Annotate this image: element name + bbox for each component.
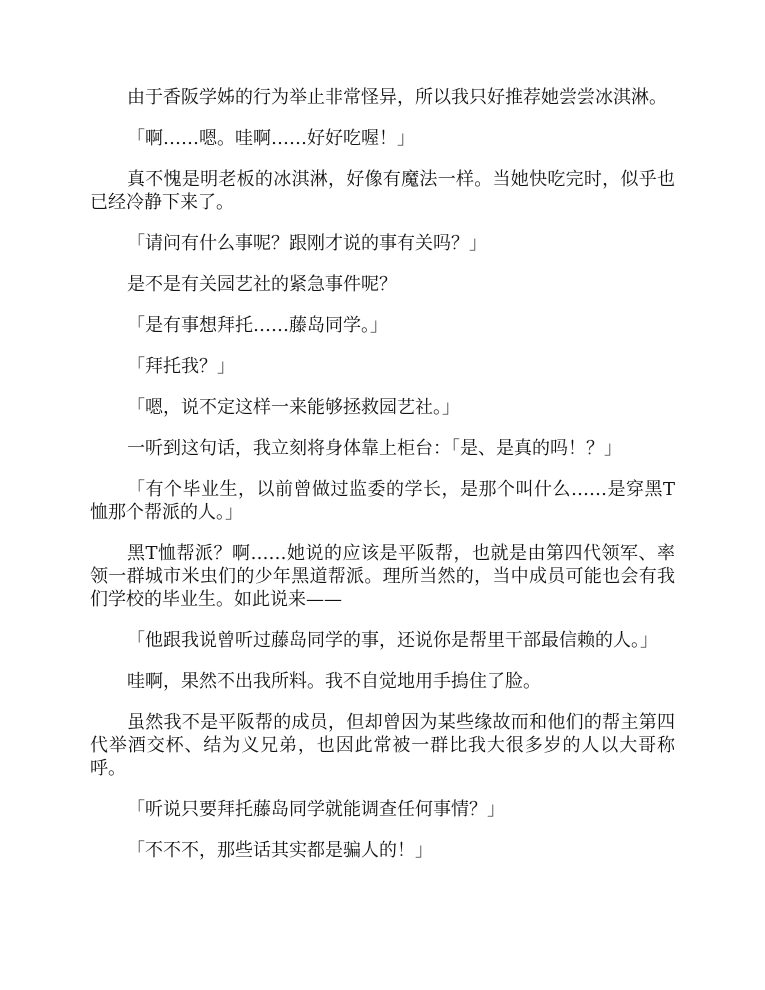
paragraph-16: 「不不不，那些话其实都是骗人的！」 [127,840,433,861]
paragraph-8: 「嗯，说不定这样一来能够拯救园艺社。」 [127,397,460,418]
paragraph-9: 一听到这句话，我立刻将身体靠上柜台：「是、是真的吗！？」 [127,438,622,459]
paragraph-10: 「有个毕业生，以前曾做过监委的学长，是那个叫什么……是穿黑T恤那个帮派的人。」 [90,479,675,523]
paragraph-11: 黑T恤帮派？啊……她说的应该是平阪帮，也就是由第四代领军、率领一群城市米虫们的少年黑道帮派。理所当然的，当中成员可能也会有我们学校的毕业生。如此说来—— [90,543,675,610]
paragraph-15: 「听说只要拜托藤岛同学就能调查任何事情？」 [127,799,505,820]
paragraph-3: 真不愧是明老板的冰淇淋，好像有魔法一样。当她快吃完时，似乎也已经冷静下来了。 [90,169,675,213]
text-column [90,86,675,880]
paragraph-2: 「啊……嗯。哇啊……好好吃喔！」 [127,128,415,149]
paragraph-1: 由于香阪学姊的行为举止非常怪异，所以我只好推荐她尝尝冰淇淋。 [127,87,667,108]
paragraph-4: 「请问有什么事呢？跟刚才说的事有关吗？」 [127,233,487,254]
paragraph-7: 「拜托我？」 [127,356,235,377]
paragraph-12: 「他跟我说曾听过藤岛同学的事，还说你是帮里干部最信赖的人。」 [127,630,658,651]
paragraph-13: 哇啊，果然不出我所料。我不自觉地用手摀住了脸。 [127,671,541,692]
paragraph-5: 是不是有关园艺社的紧急事件呢？ [127,274,397,295]
paragraph-6: 「是有事想拜托……藤岛同学。」 [127,315,388,336]
paragraph-14: 虽然我不是平阪帮的成员，但却曾因为某些缘故而和他们的帮主第四代举酒交杯、结为义兄弟，也因此常被一群比我大很多岁的人以大哥称呼。 [90,712,675,779]
